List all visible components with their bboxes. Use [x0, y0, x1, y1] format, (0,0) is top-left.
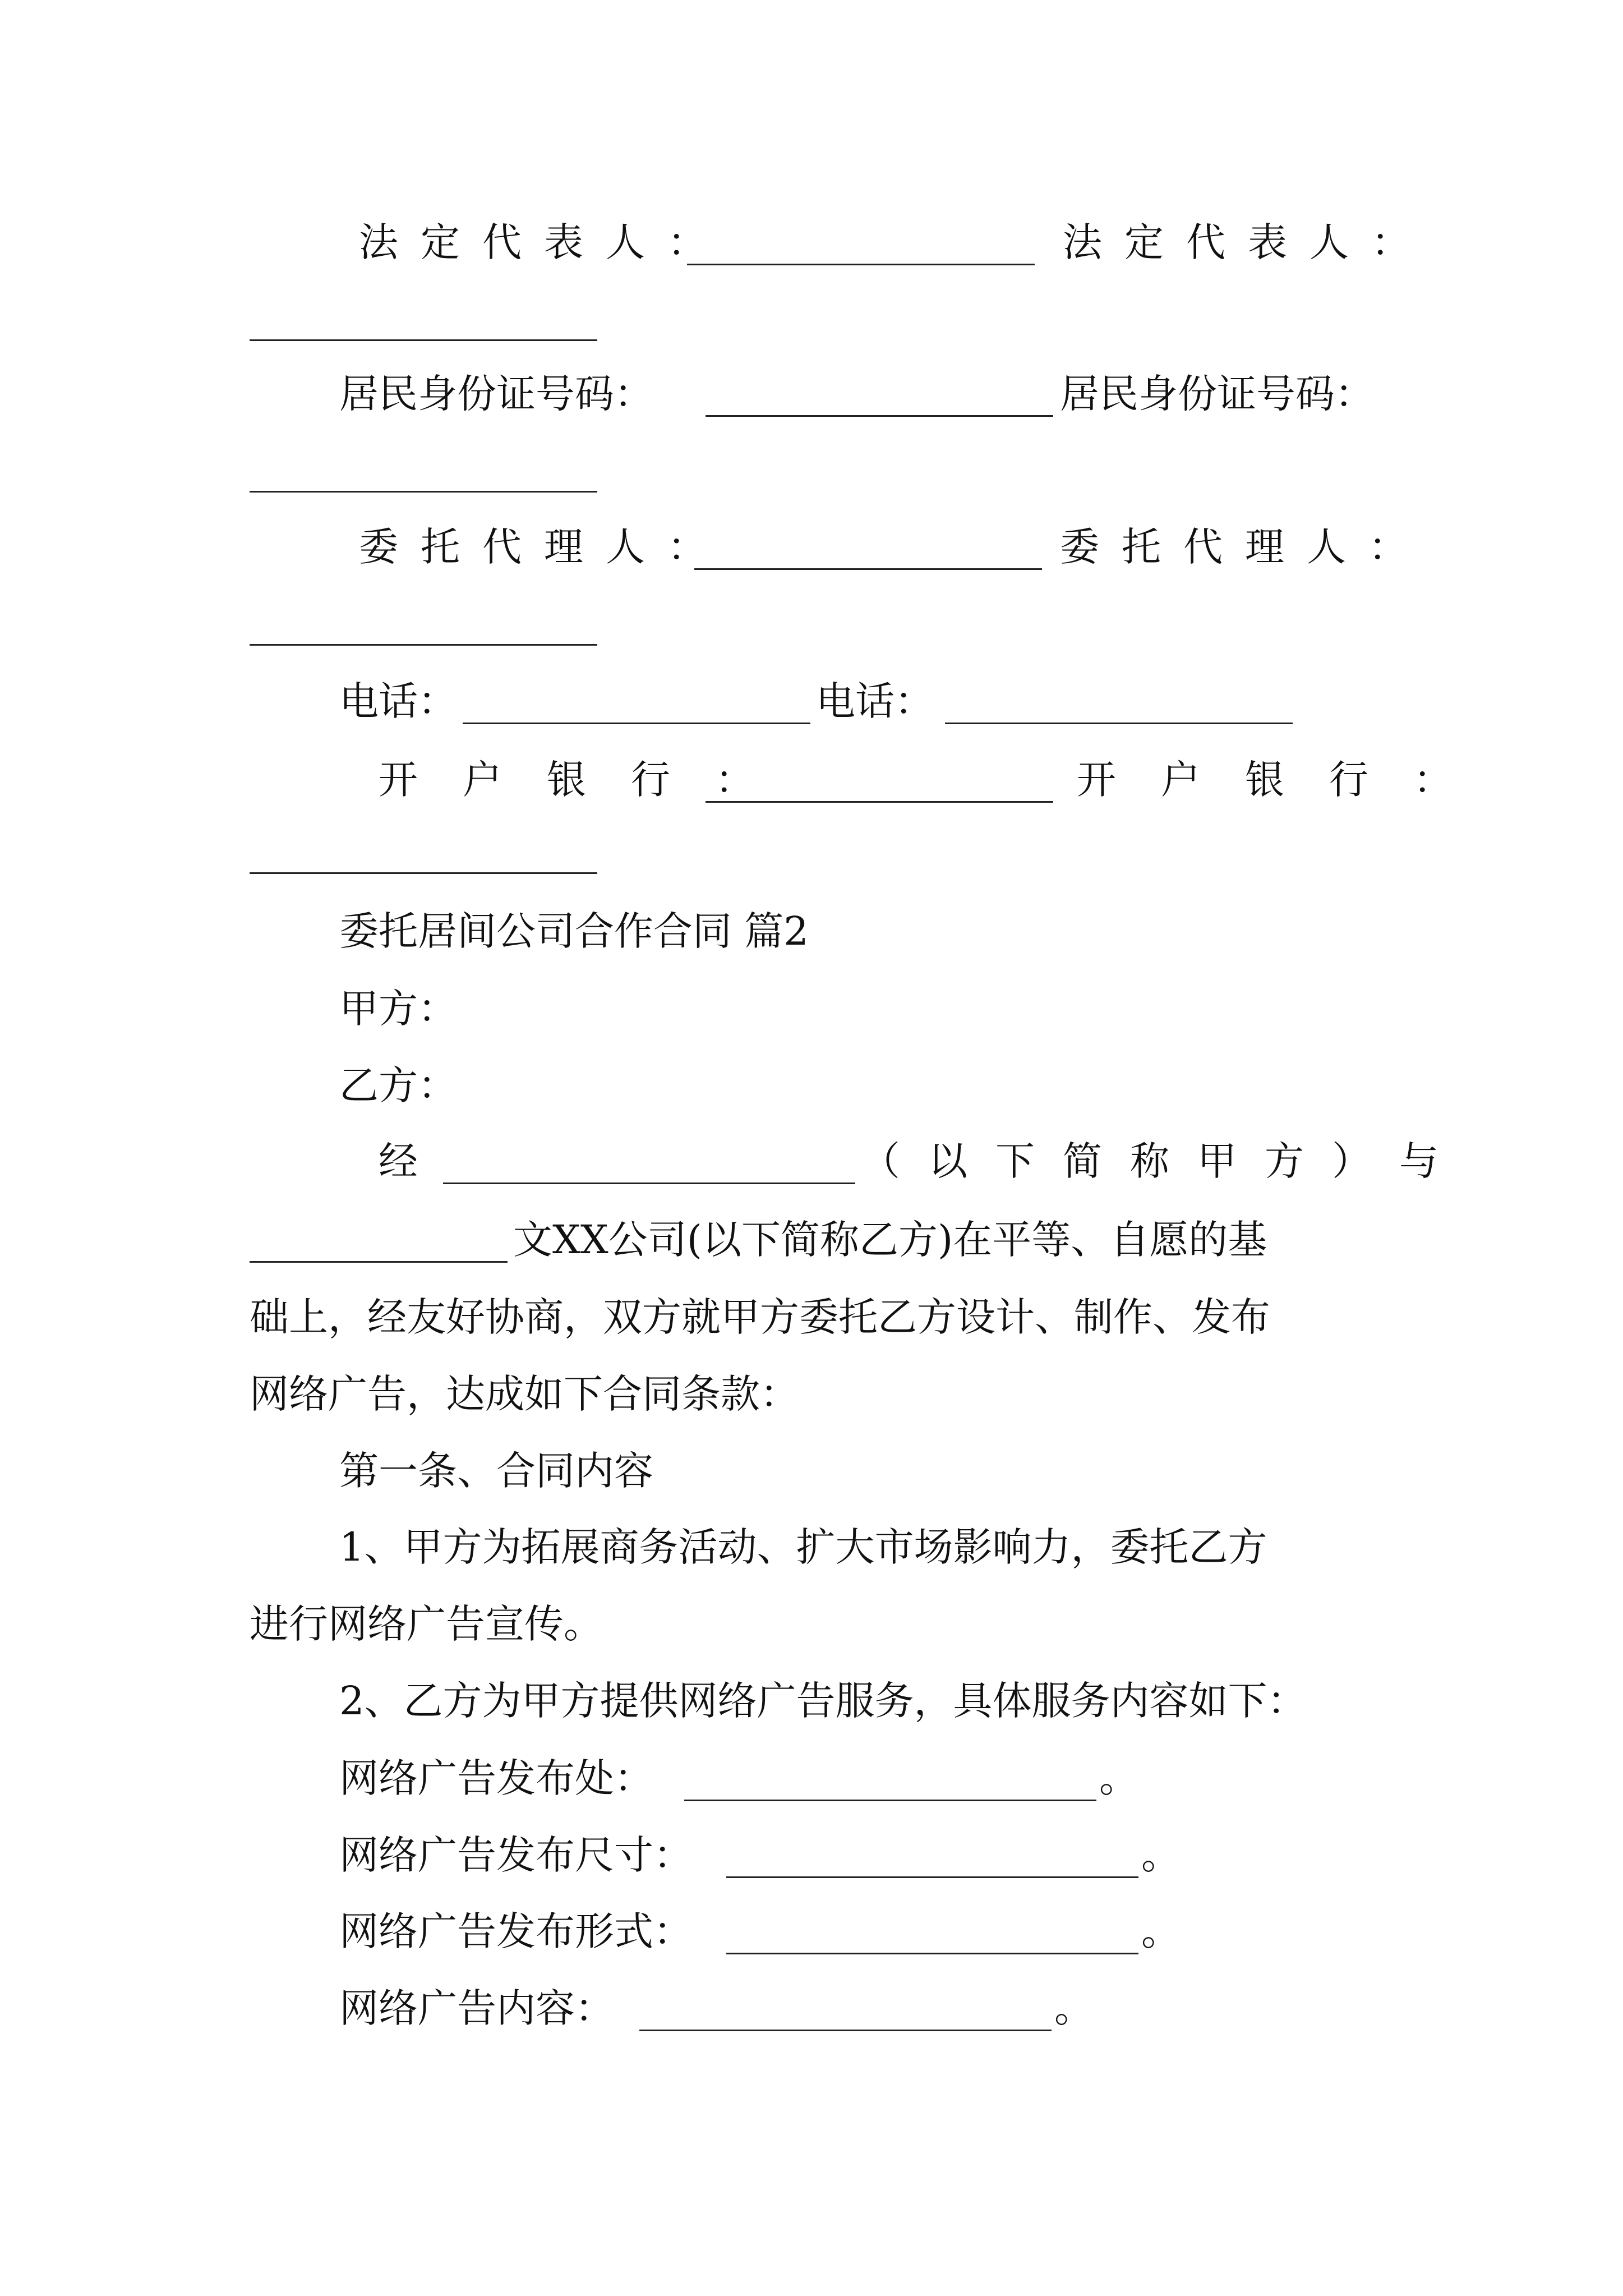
bank-blank-b	[250, 872, 597, 874]
field-form-blank	[726, 1918, 1138, 1954]
article-1-title: 第一条、合同内容	[339, 1448, 653, 1494]
field-form-period: 。	[1141, 1908, 1181, 1954]
phone-label-b: 电话：	[816, 678, 934, 724]
item-1-line-2: 进行网络广告宣传。	[250, 1601, 603, 1647]
section-title: 委托居间公司合作合同 篇2	[339, 908, 809, 954]
party-a-label: 甲方：	[339, 986, 457, 1032]
legal-rep-blank-b	[250, 339, 597, 341]
bank-blank-a	[706, 766, 1053, 803]
intro-mid: （以下简称甲方）与	[861, 1138, 1467, 1184]
field-size-blank	[726, 1842, 1138, 1878]
intro-start: 经	[379, 1138, 418, 1184]
field-content-period: 。	[1054, 1985, 1094, 2031]
id-number-label-a: 居民身份证号码：	[339, 371, 653, 417]
intro-line-4: 网络广告，达成如下合同条款：	[250, 1371, 799, 1417]
bank-label-b: 开户银行：	[1077, 757, 1497, 803]
agent-label-b: 委托代理人：	[1060, 524, 1430, 570]
intro-line-2: 文XX公司(以下简称乙方)在平等、自愿的基	[513, 1217, 1267, 1263]
agent-blank-a	[694, 533, 1042, 570]
field-location-blank	[684, 1765, 1096, 1801]
id-number-label-b: 居民身份证号码：	[1060, 371, 1374, 417]
phone-label-a: 电话：	[339, 678, 457, 724]
legal-rep-blank-a	[687, 229, 1035, 265]
field-size-label: 网络广告发布尺寸：	[339, 1832, 693, 1878]
party-b-label: 乙方：	[339, 1062, 457, 1108]
legal-rep-label-a: 法定代表人：	[359, 219, 729, 265]
field-content-label: 网络广告内容：	[339, 1985, 614, 2031]
field-form-label: 网络广告发布形式：	[339, 1908, 693, 1954]
field-content-blank	[639, 1995, 1052, 2031]
field-location-period: 。	[1099, 1755, 1138, 1801]
item-1-line-1: 1、甲方为拓展商务活动、扩大市场影响力，委托乙方	[339, 1524, 1267, 1570]
phone-blank-b	[945, 688, 1293, 724]
item-2: 2、乙方为甲方提供网络广告服务，具体服务内容如下：	[339, 1678, 1307, 1724]
legal-rep-label-b: 法定代表人：	[1063, 219, 1433, 265]
bank-label-a: 开户银行：	[379, 757, 799, 803]
intro-line-3: 础上，经友好协商，双方就甲方委托乙方设计、制作、发布	[250, 1294, 1270, 1340]
party-a-name-blank-2	[250, 1226, 508, 1263]
field-location-label: 网络广告发布处：	[339, 1755, 653, 1801]
agent-blank-b	[250, 644, 597, 646]
phone-blank-a	[463, 688, 810, 724]
agent-label-a: 委托代理人：	[359, 524, 729, 570]
field-size-period: 。	[1141, 1832, 1181, 1878]
id-number-blank-a	[706, 380, 1053, 417]
id-number-blank-b	[250, 491, 597, 493]
party-a-name-blank	[443, 1148, 855, 1184]
